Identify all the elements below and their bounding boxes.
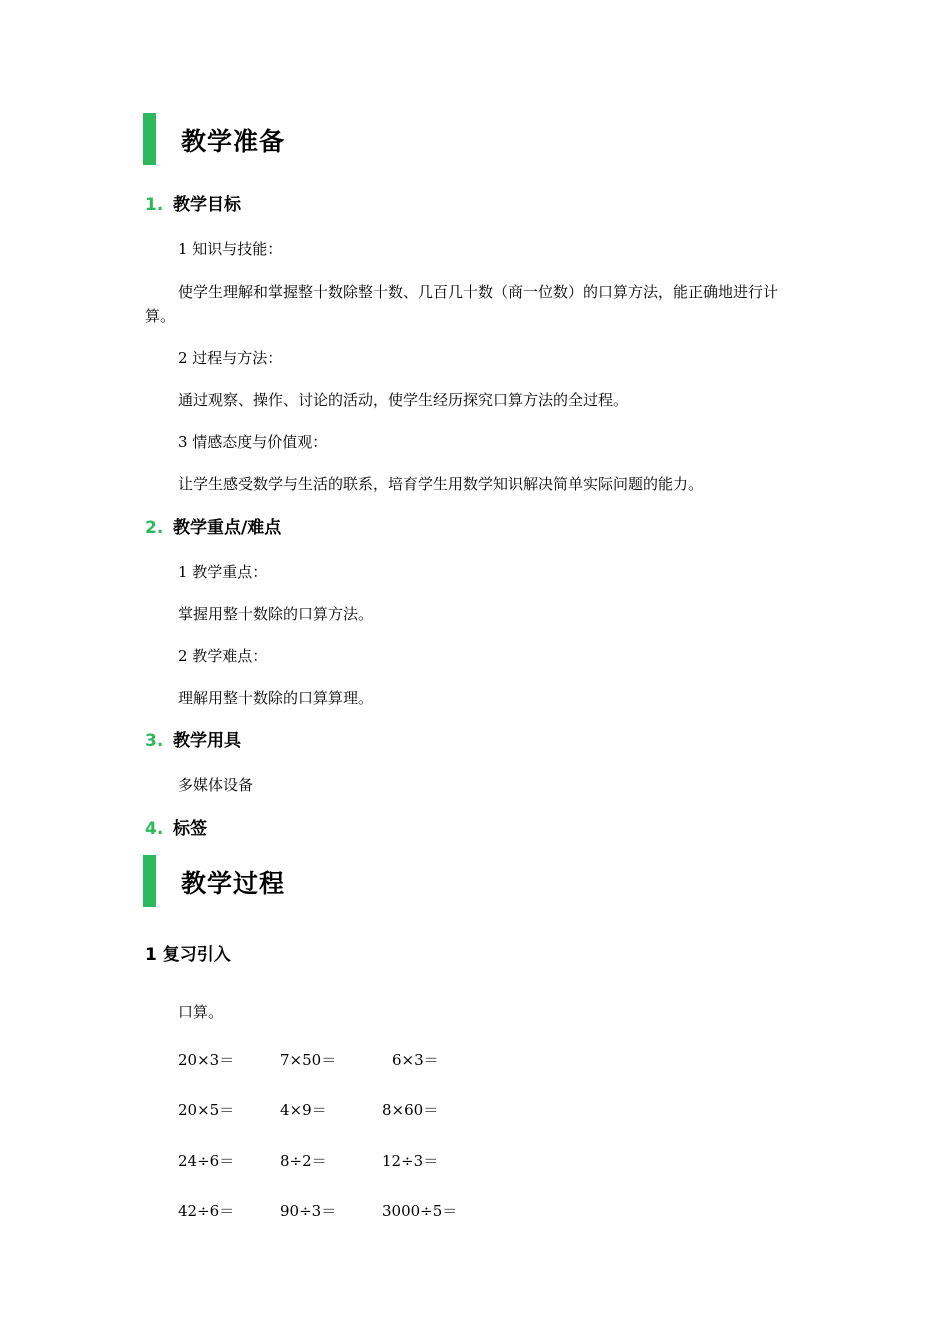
section-title: 教学过程	[181, 869, 286, 898]
math-expression: 12÷3＝	[382, 1152, 439, 1170]
heading-tags	[145, 814, 207, 838]
math-expression: 20×5＝	[178, 1101, 235, 1119]
heading-text: 教学重点/难点	[173, 518, 282, 538]
section-heading-process	[143, 855, 843, 907]
subheading-review: 1 复习引入	[145, 945, 231, 965]
math-expression: 6×3＝	[392, 1051, 439, 1069]
math-expression: 8×60＝	[382, 1101, 439, 1119]
math-expression: 8÷2＝	[280, 1152, 327, 1170]
heading-text: 教学目标	[173, 195, 241, 215]
paragraph: 理解用整十数除的口算算理。	[178, 689, 374, 707]
paragraph: 掌握用整十数除的口算方法。	[178, 605, 374, 623]
section-heading-preparation	[143, 113, 843, 165]
heading-key-points	[145, 513, 281, 537]
paragraph: 1 知识与技能：	[178, 240, 283, 258]
paragraph: 2 过程与方法：	[178, 349, 283, 367]
section-accent-bar	[143, 113, 156, 165]
heading-teaching-tools	[145, 726, 241, 750]
math-expression: 24÷6＝	[178, 1152, 235, 1170]
paragraph: 口算。	[178, 1003, 224, 1021]
heading-teaching-goals	[145, 190, 241, 214]
math-expression: 90÷3＝	[280, 1202, 337, 1220]
paragraph: 通过观察、操作、讨论的活动，使学生经历探究口算方法的全过程。	[178, 391, 629, 409]
paragraph: 使学生理解和掌握整十数除整十数、几百几十数（商一位数）的口算方法，能正确地进行计算。	[145, 283, 779, 325]
math-expression: 3000÷5＝	[382, 1202, 458, 1220]
math-expression: 4×9＝	[280, 1101, 327, 1119]
math-expression: 20×3＝	[178, 1051, 235, 1069]
heading-text: 教学用具	[173, 731, 241, 751]
heading-number: 4.	[145, 819, 164, 839]
section-accent-bar	[143, 855, 156, 907]
math-expression: 42÷6＝	[178, 1202, 235, 1220]
heading-number: 2.	[145, 518, 164, 538]
heading-text: 标签	[173, 819, 207, 839]
paragraph: 让学生感受数学与生活的联系，培育学生用数学知识解决简单实际问题的能力。	[178, 475, 704, 493]
heading-number: 1.	[145, 195, 164, 215]
paragraph: 3 情感态度与价值观：	[178, 433, 328, 451]
paragraph: 1 教学重点：	[178, 563, 268, 581]
math-expression: 7×50＝	[280, 1051, 337, 1069]
paragraph: 2 教学难点：	[178, 647, 268, 665]
paragraph: 多媒体设备	[178, 776, 254, 794]
section-title: 教学准备	[181, 127, 286, 156]
heading-number: 3.	[145, 731, 164, 751]
